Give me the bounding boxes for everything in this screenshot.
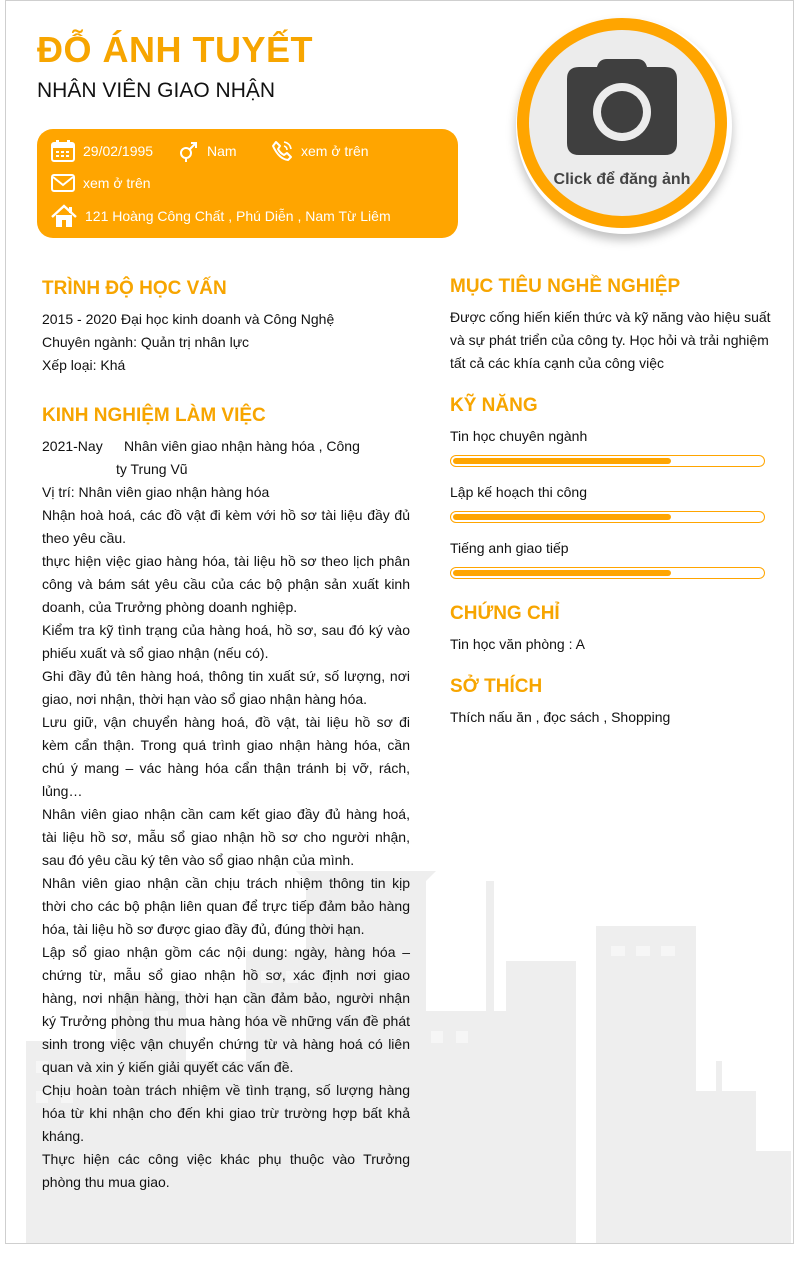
education-heading: TRÌNH ĐỘ HỌC VẤN (42, 278, 227, 299)
home-icon (51, 204, 77, 228)
skill-bar-fill (453, 514, 671, 520)
duty-item: Nhân viên giao nhận cần chịu trách nhiệm thông tin kịp thời cho các bộ phận liên quan để trực tiếp đảm bảo hàng hóa, tài liệu hồ sơ được giao đầy đủ, đúng thời hạn. (42, 875, 410, 937)
phone-value: xem ở trên (301, 143, 369, 159)
gender-row (177, 140, 237, 162)
experience-position: Vị trí: Nhân viên giao nhận hàng hóa (42, 484, 270, 500)
duty-item: Kiểm tra kỹ tình trạng của hàng hoá, hồ sơ, sau đó ký vào phiếu xuất và sổ giao nhận (nếu có). (42, 622, 410, 661)
skill-bar (450, 567, 765, 579)
skill-bar (450, 455, 765, 467)
skill-bar (450, 511, 765, 523)
certificates-heading: CHỨNG CHỈ (450, 603, 560, 624)
calendar-icon (51, 140, 75, 162)
skill-label: Tiếng anh giao tiếp (450, 540, 569, 556)
experience-period: 2021-Nay (42, 438, 103, 454)
camera-icon (567, 59, 677, 155)
hobbies-text: Thích nấu ăn , đọc sách , Shopping (450, 709, 671, 725)
gender-value: Nam (207, 143, 237, 159)
job-title: NHÂN VIÊN GIAO NHẬN (37, 79, 276, 102)
phone-row (271, 140, 369, 162)
phone-icon (271, 140, 293, 162)
duty-item: Lập sổ giao nhận gồm các nội dung: ngày, hàng hóa – chứng từ, mẫu sổ giao nhận hồ sơ, xác định nơi giao hàng, nơi nhận hàng, thời hạn cần đảm bảo, người nhận ký Trưởng phòng thu mua hàng hóa về những vấn đề phát sinh trong việc vận chuyển chứng từ và hàng hoá có liên quan và xin ý kiến giải quyết các vấn đề. (42, 944, 410, 1075)
photo-upload[interactable] (517, 18, 727, 228)
duty-item: Lưu giữ, vận chuyển hàng hoá, đồ vật, tài liệu hồ sơ đi kèm cẩn thận. Trong quá trình giao nhận hàng hóa, cần chú ý mang – vác hàng hóa cẩn thận tránh bị vỡ, rách, lủng… (42, 714, 410, 799)
birthday-value: 29/02/1995 (83, 143, 154, 159)
experience-duties (42, 504, 410, 1194)
duty-item: Nhận hoà hoá, các đồ vật đi kèm với hồ sơ tài liệu đầy đủ theo yêu cầu. (42, 507, 410, 546)
experience-heading: KINH NGHIỆM LÀM VIỆC (42, 405, 266, 426)
education-period: 2015 - 2020 (42, 311, 117, 327)
skill-bar-fill (453, 458, 671, 464)
email-value: xem ở trên (83, 175, 151, 191)
skills-heading: KỸ NĂNG (450, 395, 538, 416)
address-row (51, 204, 391, 228)
duty-item: Nhân viên giao nhận cần cam kết giao đầy đủ hàng hoá, tài liệu hồ sơ, mẫu sổ giao nhận hồ sơ cho người nhận, sau đó yêu cầu ký tên vào sổ giao nhận của mình. (42, 806, 410, 868)
gender-icon (177, 140, 199, 162)
resume-sheet (5, 0, 794, 1244)
email-row (51, 173, 151, 193)
duty-item: Ghi đầy đủ tên hàng hoá, thông tin xuất sứ, số lượng, nơi giao, nơi nhận, thời hạn vào sổ giao nhận hàng hóa. (42, 668, 410, 707)
email-icon (51, 173, 75, 193)
candidate-name: ĐỖ ÁNH TUYẾT (37, 29, 313, 70)
education-major: Chuyên ngành: Quản trị nhân lực (42, 334, 250, 350)
certificates-text: Tin học văn phòng : A (450, 636, 585, 652)
photo-upload-label: Click để đăng ảnh (553, 171, 691, 188)
duty-item: thực hiện việc giao hàng hóa, tài liệu hồ sơ theo lịch phân công và bám sát yêu cầu của các bộ phận sản xuất kinh doanh, của Trưởng phòng doanh nghiệp. (42, 553, 410, 615)
photo-placeholder[interactable] (529, 30, 715, 216)
duty-item: Chịu hoàn toàn trách nhiệm về tình trạng, số lượng hàng hóa từ khi nhận cho đến khi giao trừ trường hợp bất khả kháng. (42, 1082, 410, 1144)
objective-heading: MỤC TIÊU NGHỀ NGHIỆP (450, 276, 681, 297)
duty-item: Thực hiện các công việc khác phụ thuộc vào Trưởng phòng thu mua giao. (42, 1151, 410, 1190)
skill-label: Lập kế hoạch thi công (450, 484, 587, 500)
contact-box (37, 129, 458, 238)
skill-bar-fill (453, 570, 671, 576)
hobbies-heading: SỞ THÍCH (450, 676, 543, 697)
education-grade: Xếp loại: Khá (42, 357, 126, 373)
birthday-row (51, 140, 153, 162)
address-value: 121 Hoàng Công Chất , Phú Diễn , Nam Từ Liêm (85, 208, 391, 224)
education-school: Đại học kinh doanh và Công Nghệ (121, 311, 335, 327)
objective-text: Được cống hiến kiến thức và kỹ năng vào hiệu suất và sự phát triển của công ty. Học hỏi và trải nghiệm tất cả các khía cạnh của công việc (450, 309, 771, 371)
experience-company: Nhân viên giao nhận hàng hóa , Công ty Trung Vũ (116, 438, 360, 477)
skill-label: Tin học chuyên ngành (450, 428, 588, 444)
